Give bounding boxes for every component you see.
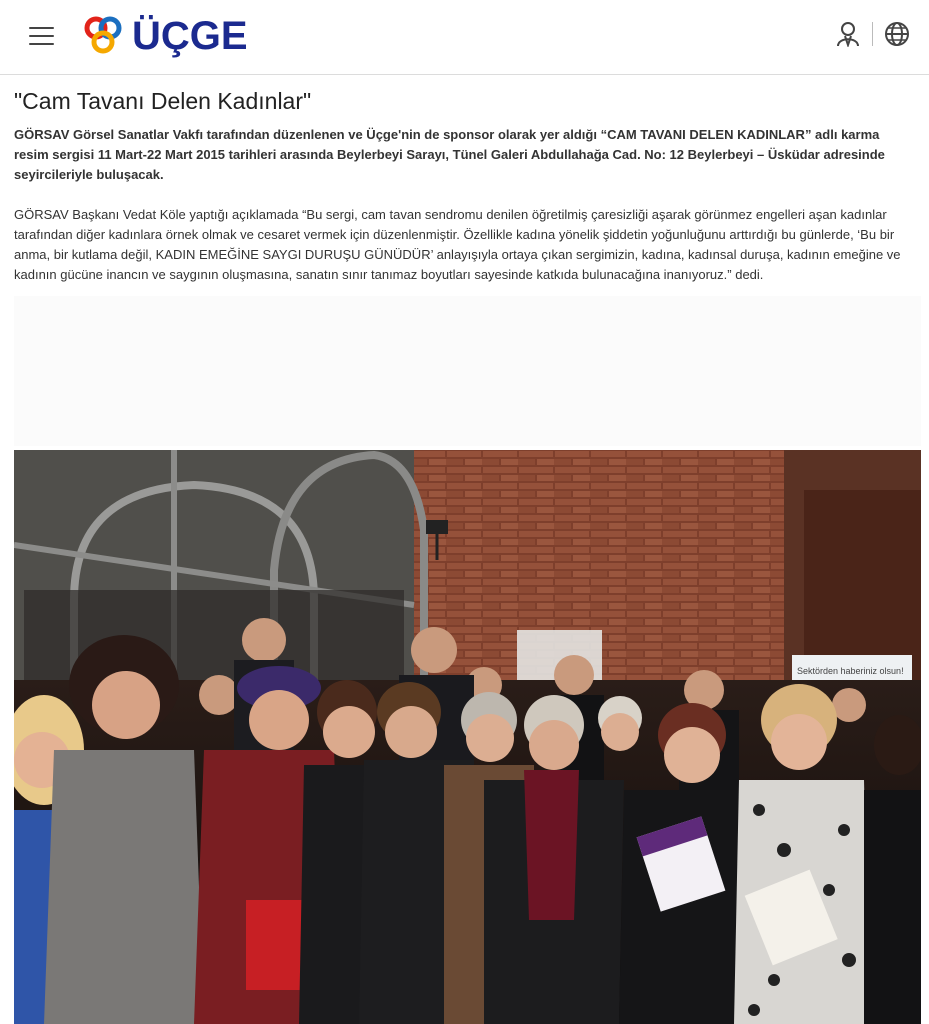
article-photo [14, 450, 921, 1024]
photo-banner-line1: Sektörden haberiniz olsun! [797, 666, 904, 676]
header-separator [872, 22, 873, 46]
article-body: GÖRSAV Başkanı Vedat Köle yaptığı açıklamada “Bu sergi, cam tavan sendromu denilen öğretilmiş çaresizliği aşarak görünmez engelleri aşan kadınlar tarafından diğer kadınlara örnek olmak ve cesaret vermek için düzenlenmiştir. Özellikle kadına yönelik şiddetin yoğunluğunu arttırdığı bu günlerde, ‘Bu bir anma, bir kutlama değil, KADIN EMEĞİNE SAYGI DURUŞU GÜNÜDÜR’ anlayışıyla ortaya çıkan sergimizin, kadına, kadınsal duruşa, kadının emeğine ve kadının gücüne inancın ve saygının oluşmasına, sanatın sınır tanımaz boyutları sayesinde katkıda bulunacağına inanıyoruz.” dedi. [14, 207, 901, 282]
site-header [0, 0, 929, 75]
logo-text: ÜÇGE [132, 14, 248, 58]
globe-icon[interactable] [883, 20, 911, 48]
user-icon[interactable] [834, 20, 862, 48]
logo-rings-icon [80, 13, 126, 59]
article [14, 88, 914, 285]
ad-placeholder [14, 296, 921, 446]
article-lead: GÖRSAV Görsel Sanatlar Vakfı tarafından düzenlenen ve Üçge'nin de sponsor olarak yer aldığı “CAM TAVANI DELEN KADINLAR” adlı karma resim sergisi 11 Mart-22 Mart 2015 tarihleri arasında Beylerbeyi Sarayı, Tünel Galeri Abdullahağa Cad. No: 12 Beylerbeyi – Üsküdar adresinde seyircileriyle buluşacak. [14, 127, 885, 182]
hamburger-menu-icon[interactable] [29, 27, 54, 45]
site-logo[interactable] [80, 12, 248, 60]
article-title: "Cam Tavanı Delen Kadınlar" [14, 88, 312, 114]
